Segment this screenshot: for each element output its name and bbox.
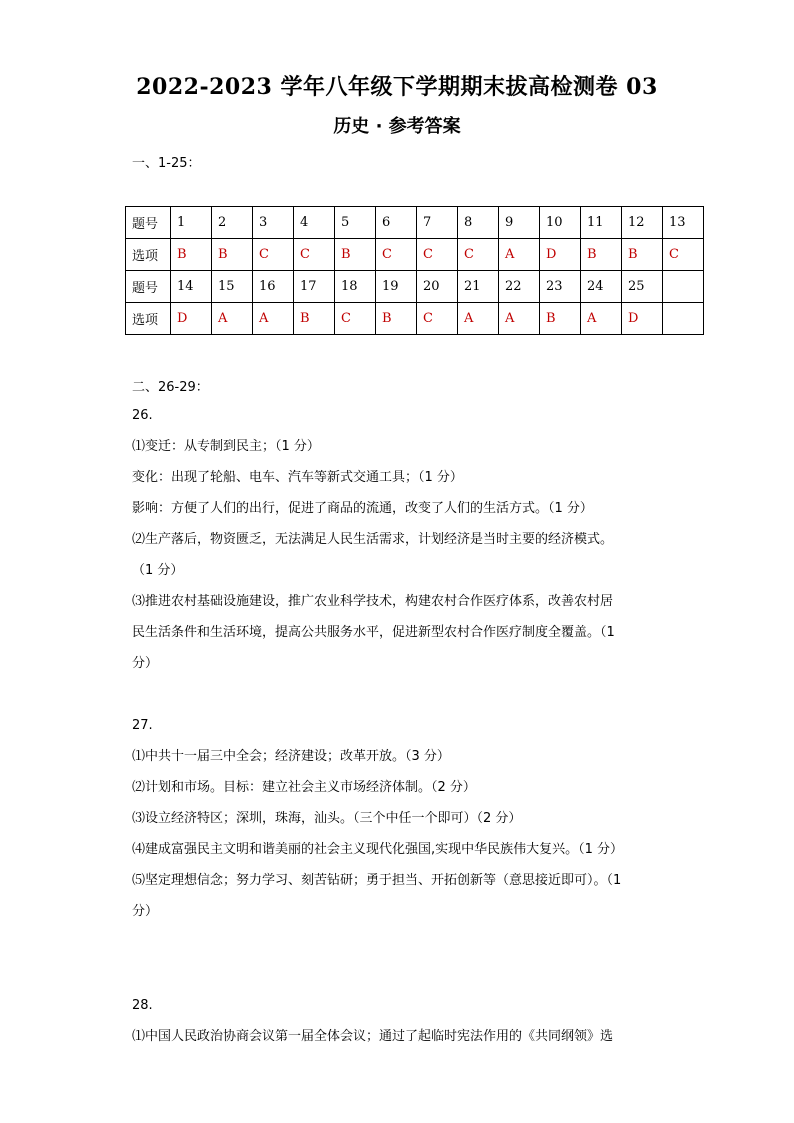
answer-cell: B [581, 239, 622, 271]
answer-cell: C [253, 239, 294, 271]
answer-line: ⑶设立经济特区；深圳，珠海，汕头。（三个中任一个即可）（2 分） [132, 811, 522, 826]
number-cell: 9 [499, 207, 540, 239]
number-cell: 13 [663, 207, 704, 239]
number-row [126, 207, 704, 239]
answer-line: 影响：方便了人们的出行，促进了商品的流通，改变了人们的生活方式。（1 分） [132, 501, 593, 516]
number-cell: 12 [622, 207, 663, 239]
answer-line: 民生活条件和生活环境，提高公共服务水平，促进新型农村合作医疗制度全覆盖。（1 [132, 625, 615, 640]
answer-row [126, 303, 704, 335]
number-row [126, 271, 704, 303]
number-cell: 1 [171, 207, 212, 239]
number-cell: 10 [540, 207, 581, 239]
answer-cell: C [458, 239, 499, 271]
number-cell: 8 [458, 207, 499, 239]
question-28-number: 28. [132, 998, 153, 1013]
number-cell: 2 [212, 207, 253, 239]
answer-cell: A [253, 303, 294, 335]
answer-cell: B [294, 303, 335, 335]
number-cell: 6 [376, 207, 417, 239]
answer-cell: A [581, 303, 622, 335]
answer-cell: A [499, 239, 540, 271]
number-row-label: 题号 [126, 271, 171, 303]
number-cell: 4 [294, 207, 335, 239]
number-cell: 24 [581, 271, 622, 303]
answer-cell: C [335, 303, 376, 335]
answer-row-label: 选项 [126, 303, 171, 335]
question-26-number: 26. [132, 408, 153, 423]
answer-cell: A [499, 303, 540, 335]
answer-cell: C [417, 239, 458, 271]
answer-cell [663, 303, 704, 335]
answer-cell: B [212, 239, 253, 271]
answer-row-label: 选项 [126, 239, 171, 271]
answer-line: ⑴中国人民政治协商会议第一届全体会议；通过了起临时宪法作用的《共同纲领》选 [132, 1029, 614, 1044]
answer-cell: C [417, 303, 458, 335]
number-cell: 3 [253, 207, 294, 239]
number-cell: 23 [540, 271, 581, 303]
number-cell: 20 [417, 271, 458, 303]
number-cell: 17 [294, 271, 335, 303]
answer-cell: D [171, 303, 212, 335]
answer-line: 分） [132, 904, 159, 919]
section-1-heading: 一、1-25： [132, 156, 201, 171]
answer-line: 变化：出现了轮船、电车、汽车等新式交通工具；（1 分） [132, 470, 463, 485]
answer-cell: C [294, 239, 335, 271]
number-cell: 5 [335, 207, 376, 239]
answer-cell: C [376, 239, 417, 271]
answer-cell: D [540, 239, 581, 271]
number-cell: 19 [376, 271, 417, 303]
answer-cell: B [335, 239, 376, 271]
answer-row [126, 239, 704, 271]
number-cell: 16 [253, 271, 294, 303]
number-cell: 15 [212, 271, 253, 303]
number-cell: 7 [417, 207, 458, 239]
number-cell: 14 [171, 271, 212, 303]
section-2-heading: 二、26-29： [132, 380, 209, 395]
number-cell: 21 [458, 271, 499, 303]
answer-line: （1 分） [132, 563, 184, 578]
document-title: 2022-2023 学年八年级下学期期末拔高检测卷 03 [136, 74, 658, 100]
document-subtitle: 历史 · 参考答案 [333, 116, 461, 137]
answer-cell: B [540, 303, 581, 335]
answer-cell: A [458, 303, 499, 335]
answer-line: ⑴中共十一届三中全会；经济建设；改革开放。（3 分） [132, 749, 450, 764]
number-cell: 22 [499, 271, 540, 303]
answer-line: ⑵计划和市场。目标：建立社会主义市场经济体制。（2 分） [132, 780, 476, 795]
answer-line: ⑵生产落后，物资匮乏，无法满足人民生活需求，计划经济是当时主要的经济模式。 [132, 532, 614, 547]
number-cell: 18 [335, 271, 376, 303]
number-cell [663, 271, 704, 303]
number-row-label: 题号 [126, 207, 171, 239]
answer-line: ⑶推进农村基础设施建设，推广农业科学技术，构建农村合作医疗体系，改善农村居 [132, 594, 614, 609]
answer-line: ⑷建成富强民主文明和谐美丽的社会主义现代化强国,实现中华民族伟大复兴。（1 分） [132, 842, 624, 857]
answer-cell: B [622, 239, 663, 271]
answer-cell: A [212, 303, 253, 335]
answer-line: ⑴变迁：从专制到民主；（1 分） [132, 439, 320, 454]
answer-cell: B [376, 303, 417, 335]
answer-table [125, 206, 704, 335]
number-cell: 25 [622, 271, 663, 303]
answer-cell: D [622, 303, 663, 335]
answer-cell: C [663, 239, 704, 271]
answer-cell: B [171, 239, 212, 271]
answer-line: ⑸坚定理想信念；努力学习、刻苦钻研；勇于担当、开拓创新等（意思接近即可）。（1 [132, 873, 622, 888]
question-27-number: 27. [132, 718, 153, 733]
number-cell: 11 [581, 207, 622, 239]
answer-line: 分） [132, 656, 159, 671]
